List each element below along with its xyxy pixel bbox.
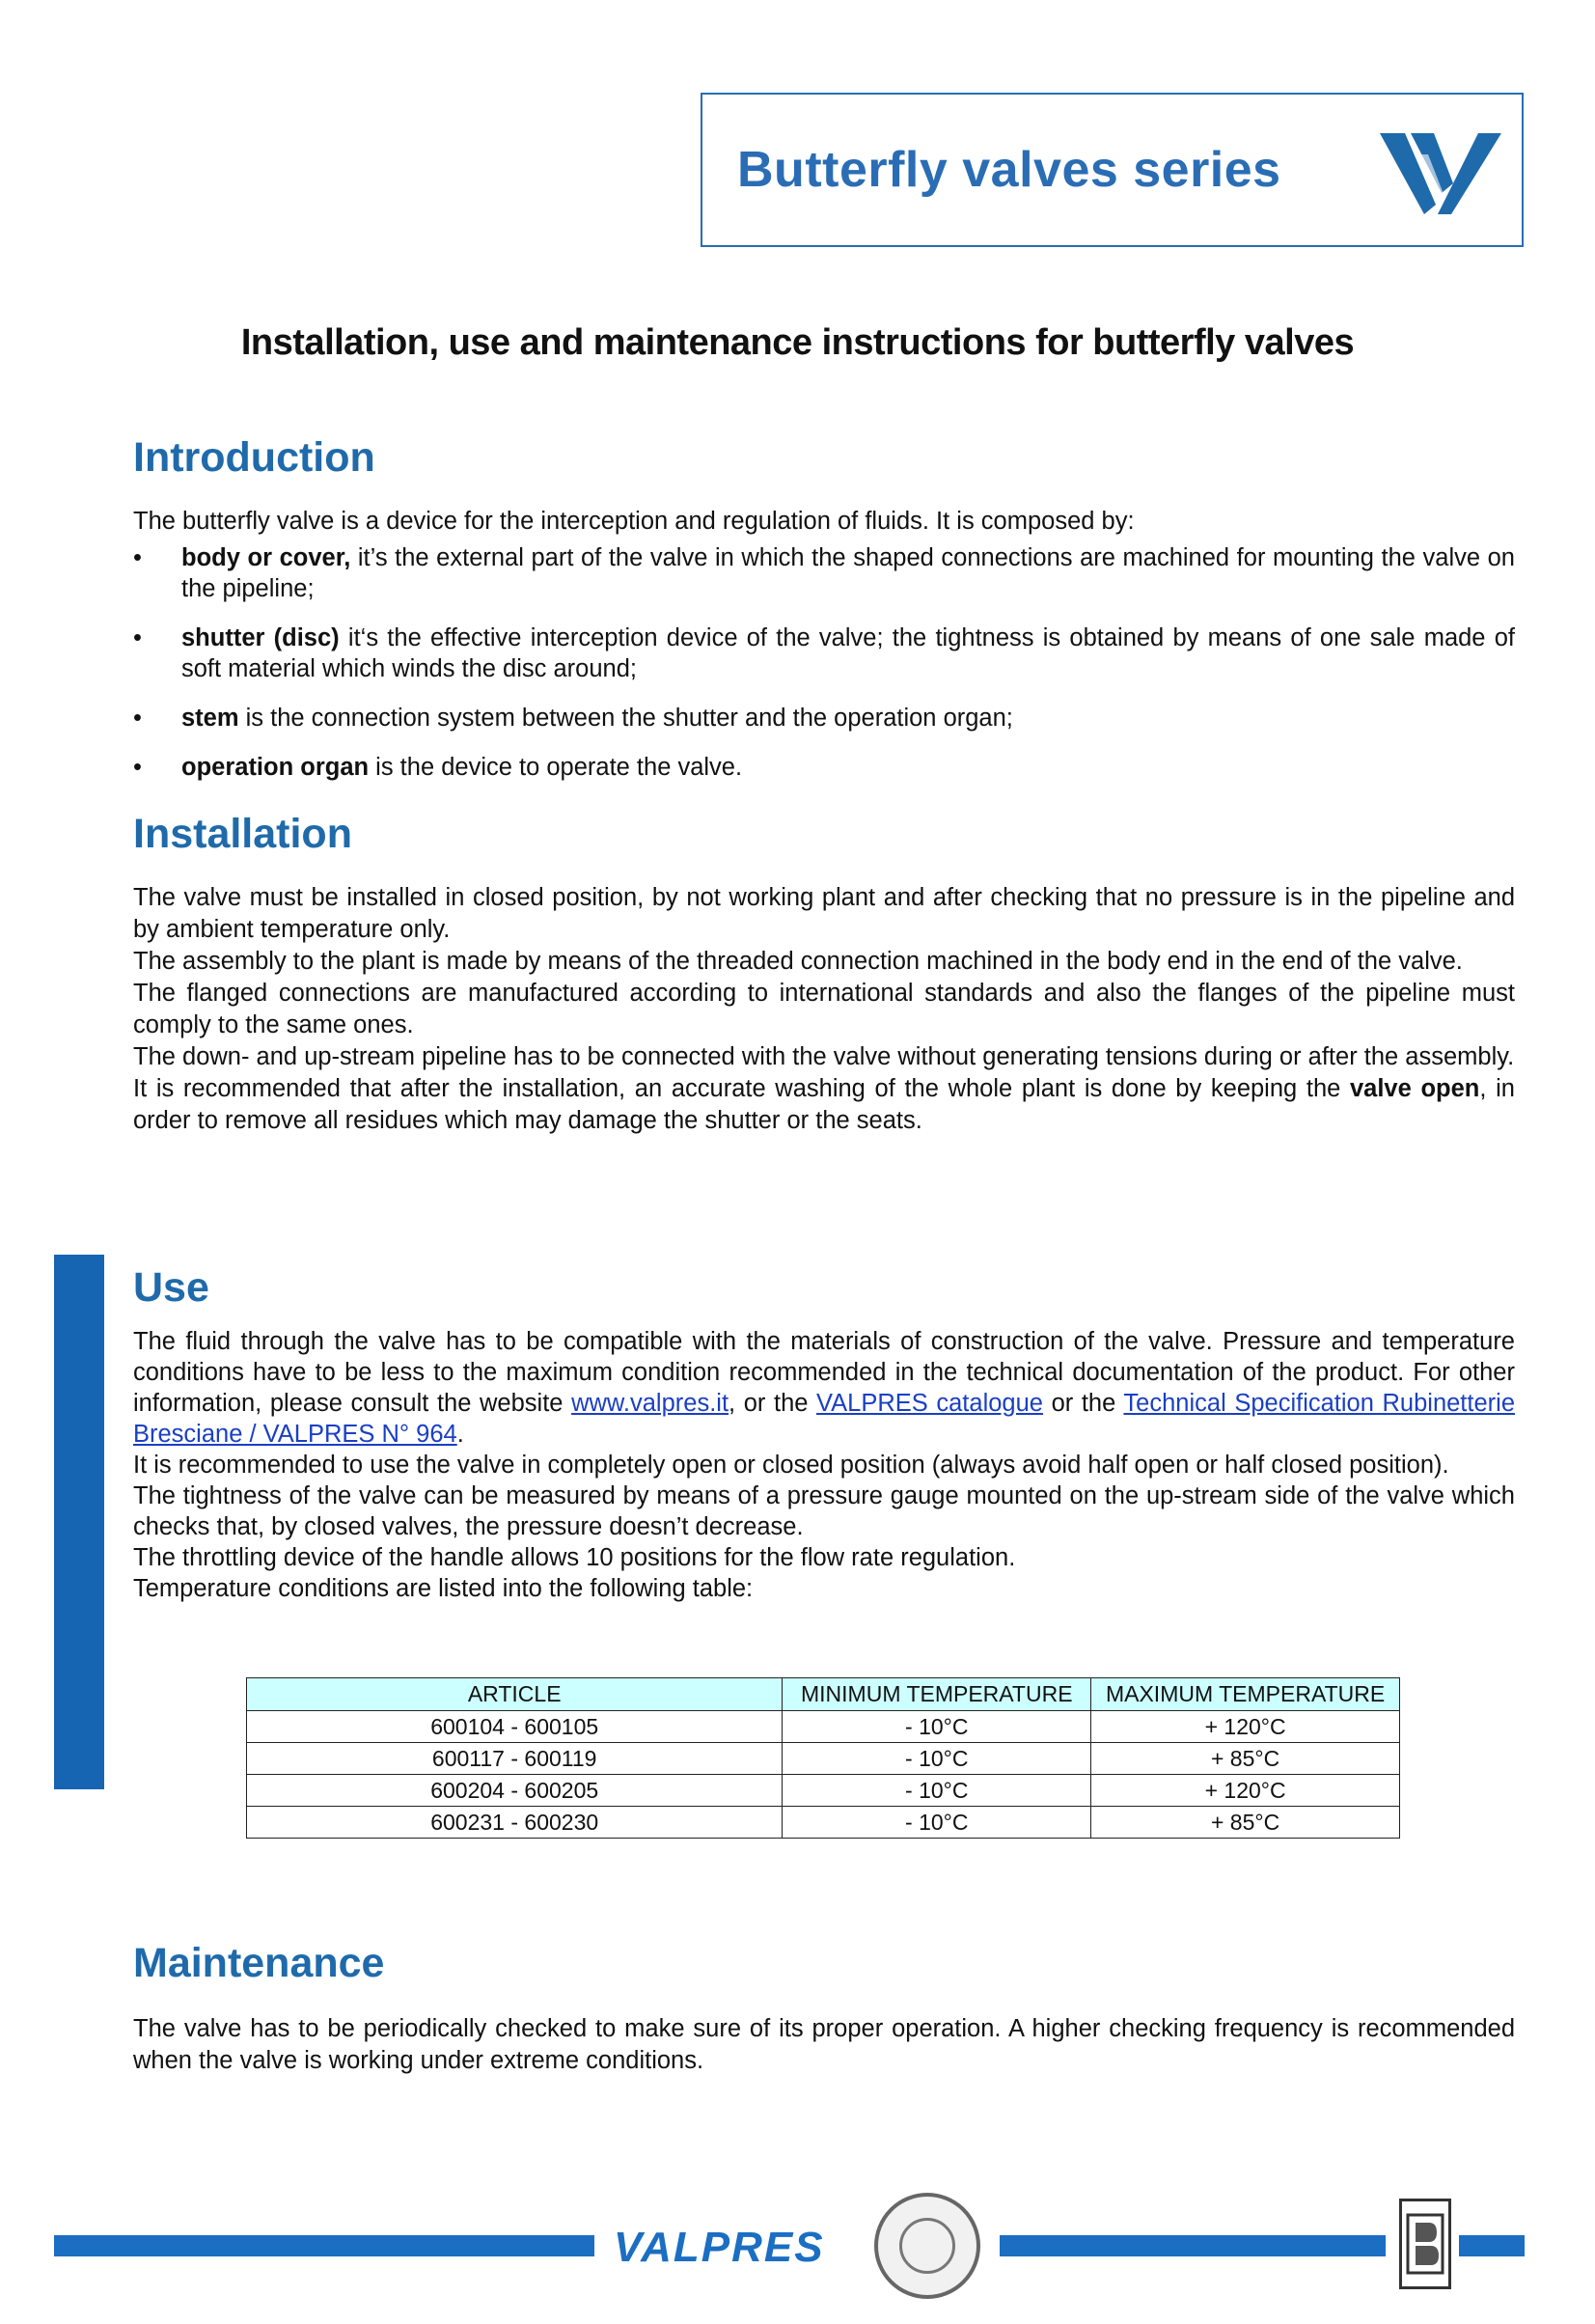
use-p4: The throttling device of the handle allows 10 positions for the flow rate regulation. — [133, 1544, 1016, 1571]
bullet-icon: • — [133, 705, 142, 732]
header-min-temperature: MINIMUM TEMPERATURE — [783, 1678, 1091, 1711]
list-item — [133, 622, 1515, 684]
side-accent-bar — [54, 1255, 104, 1789]
item-term: body or cover, — [181, 544, 351, 571]
heading-installation: Installation — [133, 811, 352, 857]
header-box — [701, 93, 1524, 247]
document-title: Installation, use and maintenance instructions for butterfly valves — [240, 322, 1355, 363]
item-term: operation organ — [181, 754, 370, 781]
list-item — [133, 542, 1515, 604]
item-text: it’s the external part of the valve in which the shaped connections are machined for mounting the valve on the pipeline; — [181, 544, 1515, 602]
use-p1 — [133, 1326, 1515, 1450]
cell-article: 600104 - 600105 — [247, 1711, 783, 1743]
installation-p5-bold: valve open — [1349, 1075, 1480, 1102]
maintenance-p1: The valve has to be periodically checked to make sure of its proper operation. A higher checking frequency is recommended when the valve is working under extreme conditions. — [133, 2015, 1515, 2074]
item-text: it‘s the effective interception device of the valve; the tightness is obtained by means of one sale made of soft material which winds the disc around; — [181, 624, 1515, 682]
installation-p2: The assembly to the plant is made by means of the threaded connection machined in the body end in the end of the valve. — [133, 948, 1463, 975]
bonomi-group-logo-icon — [1399, 2199, 1451, 2289]
cell-article: 600204 - 600205 — [247, 1775, 783, 1807]
cell-min: - 10°C — [783, 1711, 1091, 1743]
use-p5: Temperature conditions are listed into the following table: — [133, 1575, 754, 1602]
bullet-icon: • — [133, 544, 142, 571]
cell-min: - 10°C — [783, 1775, 1091, 1807]
item-text: is the device to operate the valve. — [369, 754, 743, 781]
seal-inner-ring — [899, 2218, 955, 2274]
use-p3: The tightness of the valve can be measured by means of a pressure gauge mounted on the up-stream side of the valve which checks that, by closed valves, the pressure doesn’t decrease. — [133, 1482, 1515, 1540]
cell-max: + 120°C — [1091, 1775, 1400, 1807]
catalogue-link[interactable]: VALPRES catalogue — [816, 1390, 1043, 1417]
table-row — [247, 1775, 1400, 1807]
temperature-table — [246, 1677, 1400, 1839]
list-item — [133, 703, 1515, 733]
cell-min: - 10°C — [783, 1743, 1091, 1775]
table-header-row — [247, 1678, 1400, 1711]
item-text: is the connection system between the shutter and the operation organ; — [238, 705, 1013, 732]
group-logo-mark — [1402, 2201, 1448, 2286]
website-link[interactable]: www.valpres.it — [571, 1390, 729, 1417]
installation-body — [133, 882, 1515, 1137]
installation-p5-pre: It is recommended that after the installation, an accurate washing of the whole plant is done by keeping the — [133, 1075, 1350, 1102]
item-term: stem — [181, 705, 239, 732]
table-row — [247, 1807, 1400, 1839]
installation-p5 — [133, 1073, 1515, 1137]
certification-seal-icon — [874, 2193, 980, 2299]
header-title: Butterfly valves series — [737, 142, 1281, 198]
use-p1-c: or the — [1042, 1390, 1124, 1417]
table-row — [247, 1711, 1400, 1743]
cell-max: + 120°C — [1091, 1711, 1400, 1743]
use-p1-d: . — [456, 1421, 464, 1448]
table-row — [247, 1743, 1400, 1775]
footer-bar-left — [54, 2235, 594, 2256]
use-body — [133, 1326, 1515, 1604]
valpres-v-logo-icon — [1378, 125, 1503, 222]
heading-introduction: Introduction — [133, 434, 375, 481]
installation-p4: The down- and up-stream pipeline has to be connected with the valve without generating tensions during or after the assembly. — [133, 1043, 1515, 1070]
cell-article: 600117 - 600119 — [247, 1743, 783, 1775]
cell-min: - 10°C — [783, 1807, 1091, 1839]
footer-bar-right — [1459, 2235, 1525, 2256]
cell-article: 600231 - 600230 — [247, 1807, 783, 1839]
cell-max: + 85°C — [1091, 1807, 1400, 1839]
use-p2: It is recommended to use the valve in completely open or closed position (always avoid half open or half closed position). — [133, 1452, 1449, 1479]
installation-p5-post: , in order to remove all residues which may damage the shutter or the seats. — [133, 1075, 1515, 1134]
footer-bar-mid — [1000, 2235, 1386, 2256]
cell-max: + 85°C — [1091, 1743, 1400, 1775]
installation-p3: The flanged connections are manufactured according to international standards and also the flanges of the pipeline must comply to the same ones. — [133, 980, 1515, 1038]
bullet-icon: • — [133, 624, 142, 651]
list-item — [133, 752, 1515, 783]
heading-maintenance: Maintenance — [133, 1940, 385, 1986]
technical-spec-link[interactable]: Technical Specification Rubinetterie Bresciane / VALPRES N° 964 — [133, 1390, 1516, 1448]
use-p1-b: , or the — [729, 1390, 817, 1417]
bullet-icon: • — [133, 754, 142, 781]
heading-use: Use — [133, 1264, 209, 1311]
item-term: shutter (disc) — [181, 624, 340, 651]
header-max-temperature: MAXIMUM TEMPERATURE — [1091, 1678, 1400, 1711]
introduction-lead: The butterfly valve is a device for the interception and regulation of fluids. It is composed by: — [133, 508, 1135, 535]
installation-p1: The valve must be installed in closed position, by not working plant and after checking that no pressure is in the pipeline and by ambient temperature only. — [133, 884, 1515, 943]
use-p1-a: The fluid through the valve has to be compatible with the materials of construction of the valve. Pressure and temperature conditions have to be less to the maximum condition recommended in the technical documentation of the product. For other information, please consult the website — [133, 1328, 1515, 1417]
footer-brand-logo: VALPRES — [614, 2224, 825, 2271]
header-article: ARTICLE — [247, 1678, 783, 1711]
